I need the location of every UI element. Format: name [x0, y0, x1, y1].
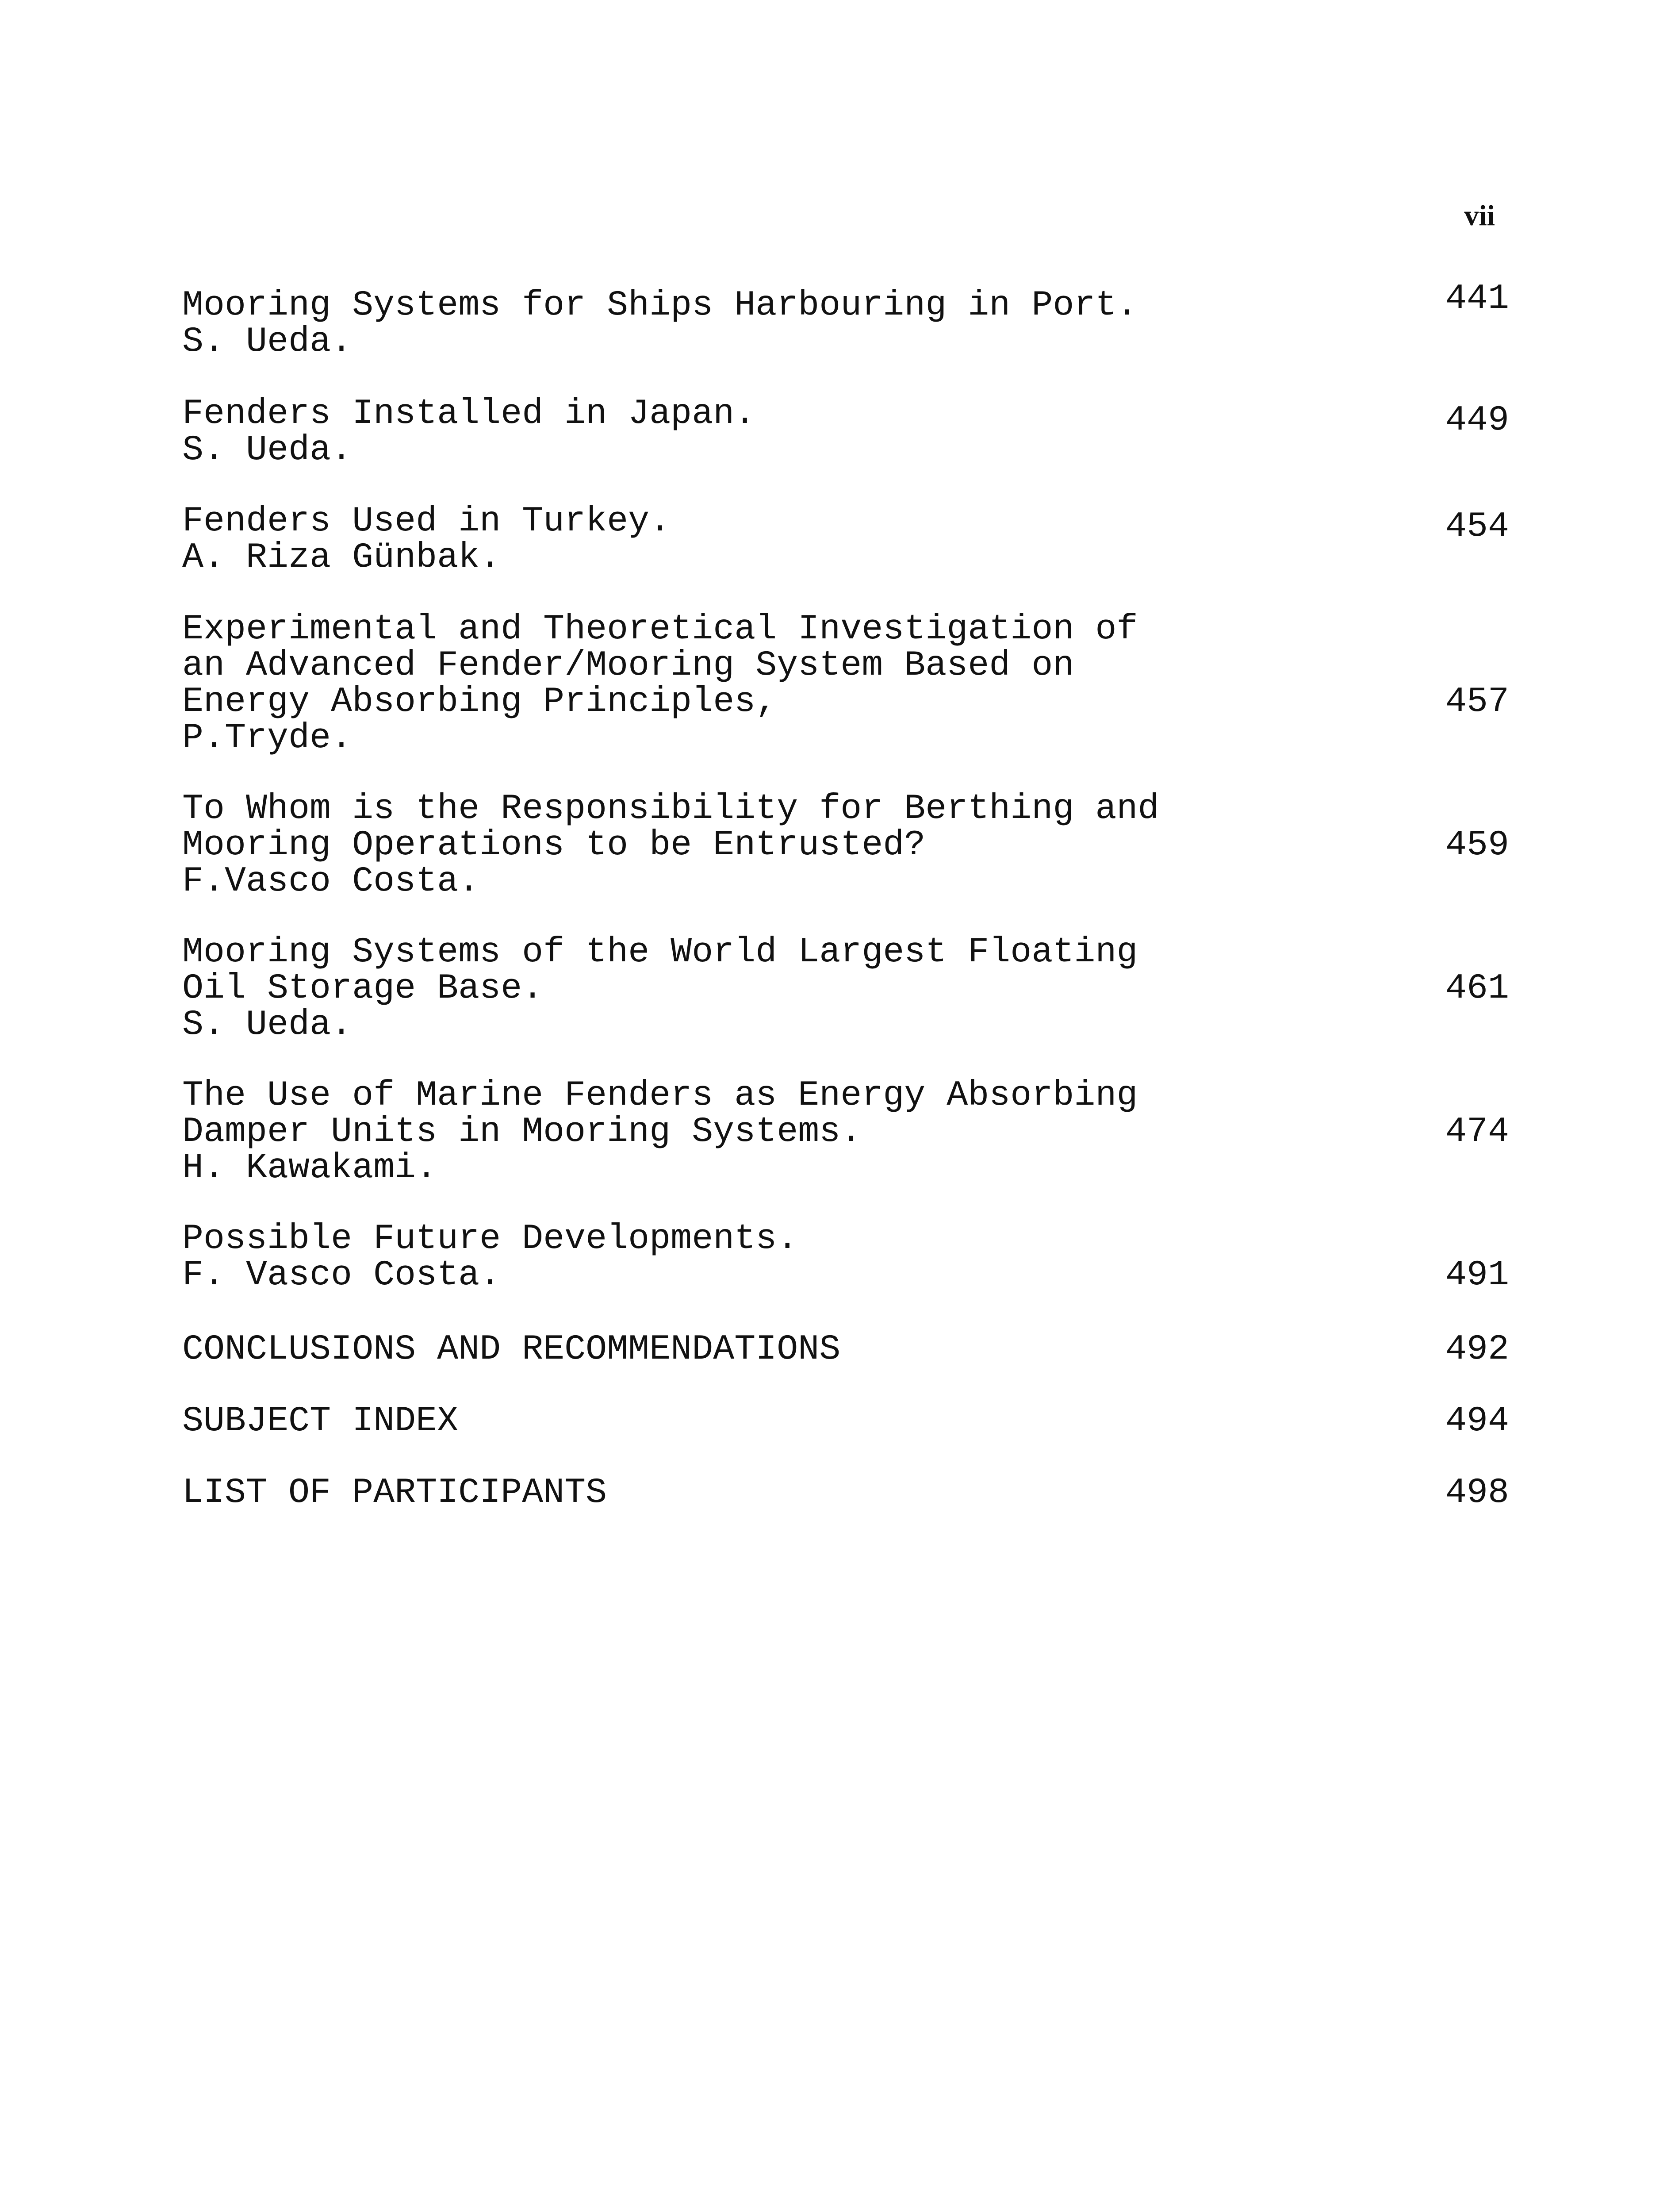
- entry-author: F.Vasco Costa.: [182, 861, 480, 902]
- entry-author: S. Ueda.: [182, 1005, 353, 1045]
- toc-entry: [182, 611, 1509, 757]
- entry-author: P.Tryde.: [182, 718, 353, 758]
- entry-page: 454: [1445, 507, 1509, 547]
- entry-title: Possible Future Developments.: [182, 1219, 798, 1259]
- entry-page: 494: [1445, 1401, 1509, 1441]
- toc-entry: [182, 1403, 1509, 1440]
- entry-title: Fenders Used in Turkey.: [182, 501, 671, 541]
- toc-entry: [182, 1075, 1509, 1188]
- entry-title: Mooring Operations to be Entrusted?: [182, 825, 926, 865]
- entry-page: 457: [1445, 682, 1509, 722]
- toc-entry: [182, 1475, 1509, 1511]
- entry-author: H. Kawakami.: [182, 1148, 437, 1188]
- toc-entry: [182, 1221, 1509, 1294]
- toc-entry: [182, 1329, 1509, 1370]
- entry-title: CONCLUSIONS AND RECOMMENDATIONS: [182, 1329, 841, 1370]
- entry-author: S. Ueda.: [182, 430, 353, 470]
- entry-page: 498: [1445, 1473, 1509, 1513]
- entry-title: Oil Storage Base.: [182, 968, 544, 1009]
- entry-title: Fenders Installed in Japan.: [182, 394, 756, 434]
- toc-entry: [182, 791, 1509, 900]
- entry-author: F. Vasco Costa.: [182, 1255, 501, 1295]
- entry-title: an Advanced Fender/Mooring System Based on: [182, 645, 1074, 686]
- entry-page: 461: [1445, 968, 1509, 1009]
- entry-page: 441: [1445, 279, 1509, 319]
- entry-author: S. Ueda.: [182, 322, 353, 362]
- entry-author: A. Riza Günbak.: [182, 538, 501, 578]
- page-number: vii: [1464, 200, 1495, 232]
- entry-title: Mooring Systems of the World Largest Floating: [182, 932, 1138, 972]
- entry-title: To Whom is the Responsibility for Berthing and: [182, 789, 1159, 829]
- entry-page: 491: [1445, 1255, 1509, 1295]
- toc-entry: [182, 503, 1509, 576]
- toc-entry: [182, 396, 1509, 469]
- entry-page: 459: [1445, 825, 1509, 865]
- entry-title: The Use of Marine Fenders as Energy Absorbing: [182, 1075, 1138, 1116]
- toc-entry: [182, 934, 1509, 1043]
- entry-title: Mooring Systems for Ships Harbouring in Port.: [182, 285, 1138, 326]
- entry-title: Damper Units in Mooring Systems.: [182, 1112, 862, 1152]
- entry-title: LIST OF PARTICIPANTS: [182, 1473, 607, 1513]
- entry-title: SUBJECT INDEX: [182, 1401, 459, 1441]
- entry-page: 449: [1445, 400, 1509, 441]
- entry-title: Energy Absorbing Principles,: [182, 682, 777, 722]
- toc-entry: [182, 279, 1509, 362]
- entry-page: 474: [1445, 1112, 1509, 1152]
- entry-page: 492: [1445, 1329, 1509, 1370]
- entry-title: Experimental and Theoretical Investigation of: [182, 609, 1138, 649]
